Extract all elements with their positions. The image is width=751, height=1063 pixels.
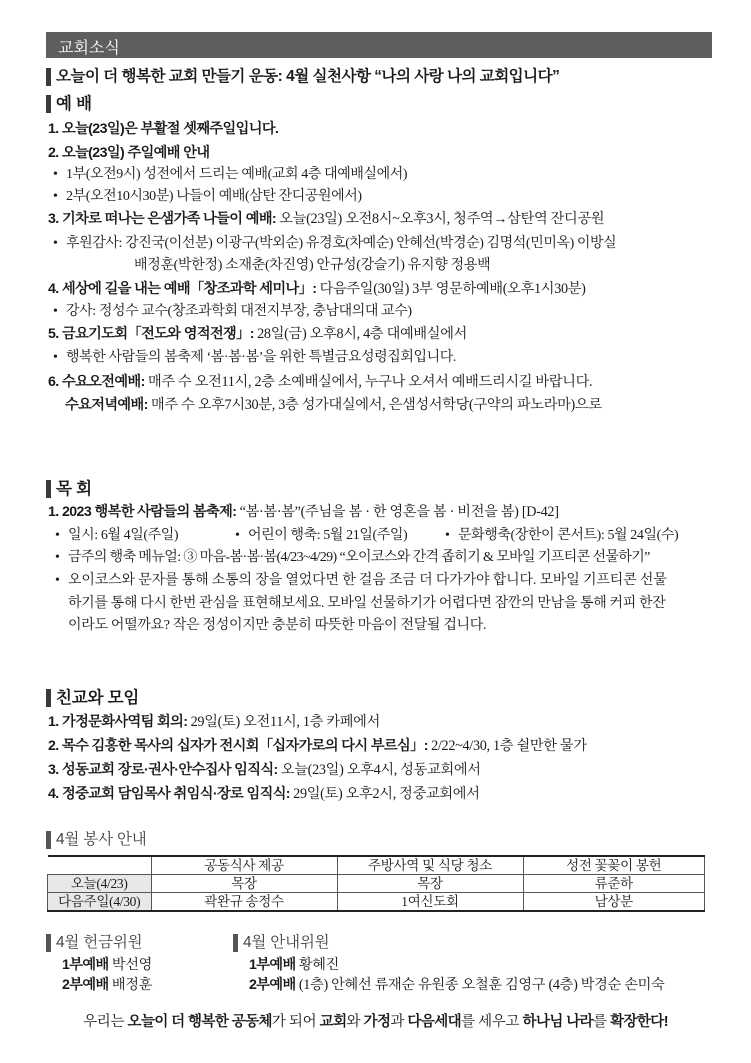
worship-item-2-bullet-2: • 2부(오전10시30분) 나들이 예배(삼탄 잔디공원에서) [66,187,362,206]
pastoral-note-line-2: 하기를 통해 다시 한번 관심을 표현해보세요. 모바일 선물하기가 어렵다면 잠깐의 만남을 통해 커피 한잔 [68,596,666,611]
motto-emphasis: 하나님 나라 [522,1014,594,1030]
table-cell: 남상분 [523,893,705,912]
table-cell: 1여신도회 [337,893,523,912]
worship-item-2-bullet-1: • 1부(오전9시) 성전에서 드리는 예배(교회 4층 대예배실에서) [66,165,407,184]
offering-row-1 [62,956,152,975]
row-label: 다음주일(4/30) [48,893,152,912]
motto-text: 와 [346,1014,364,1030]
worship-item-4-title: 4. 세상에 길을 내는 예배「창조과학 세미나」: [48,281,317,297]
fellowship-item-1 [48,713,380,732]
worship-item-3-detail: 오늘(23일) 오전8시~오후3시, 청주역→삼탄역 잔디공원 [276,211,605,227]
ushers-row-1-names: 황혜진 [295,957,340,973]
fellowship-item-3-title: 3. 성동교회 장로·권사·안수집사 임직식: [48,762,278,778]
fellowship-item-4 [48,785,480,804]
headline: 오늘이 더 행복한 교회 만들기 운동: 4월 실천사항 “나의 사랑 나의 교회입니다” [46,68,559,86]
fellowship-item-1-title: 1. 가정문화사역팀 회의: [48,714,188,730]
worship-item-6b [65,396,602,415]
service-table [47,855,705,912]
pastoral-date-children: • 어린이 행축: 5월 21일(주일) [248,526,407,545]
pastoral-weekly-manual: • 금주의 행축 메뉴얼: ③ 마음-봄·봄·봄(4/23~4/29) “오이코스와 간격 좁히기 & 모바일 기프티콘 선물하기” [68,548,650,567]
table-row [48,875,705,893]
column-header: 공동식사 제공 [151,856,337,875]
pastoral-item-1-detail: “봄·봄·봄”(주님을 봄 · 한 영혼을 봄 · 비전을 봄) [D-42] [236,504,559,520]
fellowship-item-2-title: 2. 목수 김홍한 목사의 십자가 전시회「십자가로의 다시 부르심」: [48,738,428,754]
worship-item-2-title: 2. 오늘(23일) 주일예배 안내 [48,145,210,161]
fellowship-item-3-detail: 오늘(23일) 오후4시, 성동교회에서 [277,762,481,778]
table-cell: 류준하 [523,875,705,893]
motto-emphasis: 오늘이 더 행복한 공동체 [127,1014,272,1030]
pastoral-note-line-3: 이라도 어떨까요? 작은 정성이지만 충분히 따뜻한 마음이 전달될 겁니다. [68,618,487,633]
section-header-bar [46,32,712,58]
column-header: 성전 꽃꽂이 봉헌 [523,856,705,875]
worship-item-3-sponsors-cont: 배정훈(박한정) 소재춘(차진영) 안규성(강슬기) 유지향 정용백 [134,258,491,273]
worship-item-5-note: • 행복한 사람들의 봄축제 ‘봄·봄·봄’을 위한 특별금요성령집회입니다. [66,348,456,367]
pastoral-date-main: • 일시: 6월 4일(주일) [68,526,178,545]
fellowship-heading: 친교와 모임 [46,689,139,707]
offering-row-2 [62,976,152,995]
pastoral-item-1 [48,503,559,522]
row-label: 오늘(4/23) [48,875,152,893]
offering-heading: 4월 헌금위원 [46,934,142,952]
offering-row-1-label: 1부예배 [62,957,109,973]
table-cell: 목장 [337,875,523,893]
ushers-row-2-names: (1층) 안혜선 류재순 유원종 오철훈 김영구 (4층) 박경순 손미숙 [295,977,665,993]
ushers-row-2 [249,976,664,995]
worship-heading: 예 배 [46,95,92,113]
worship-item-6-title: 6. 수요오전예배: [48,374,145,390]
footer-motto [0,1013,751,1032]
table-row [48,893,705,912]
pastoral-item-1-title: 1. 2023 행복한 사람들의 봄축제: [48,504,237,520]
column-header: 주방사역 및 식당 청소 [337,856,523,875]
worship-item-6 [48,373,592,392]
motto-emphasis: 가정 [363,1014,391,1030]
table-cell: 목장 [151,875,337,893]
worship-item-4 [48,280,586,299]
ushers-row-1 [249,956,339,975]
table-corner [48,856,152,875]
fellowship-item-3 [48,761,481,780]
motto-emphasis: 확장한다! [610,1014,668,1030]
motto-text: 우리는 [83,1014,128,1030]
motto-emphasis: 다음세대 [407,1014,462,1030]
worship-item-4-detail: 다음주일(30일) 3부 영문하예배(오후1시30분) [316,281,586,297]
fellowship-item-2 [48,737,587,756]
offering-row-2-label: 2부예배 [62,977,109,993]
worship-item-4-speaker: • 강사: 정성수 교수(창조과학회 대전지부장, 충남대의대 교수) [66,302,412,321]
pastoral-heading: 목 회 [46,480,92,498]
motto-text: 과 [390,1014,408,1030]
offering-row-1-names: 박선영 [108,957,153,973]
worship-item-1: 1. 오늘(23일)은 부활절 셋째주일입니다. [48,121,279,137]
ushers-heading: 4월 안내위원 [233,934,329,952]
worship-item-3-title: 3. 기차로 떠나는 은샘가족 나들이 예배: [48,211,277,227]
motto-text: 가 되어 [271,1014,320,1030]
fellowship-item-4-title: 4. 정중교회 담임목사 취임식·장로 임직식: [48,786,290,802]
worship-item-3 [48,210,604,229]
ushers-row-1-label: 1부예배 [249,957,296,973]
motto-text: 를 [593,1014,611,1030]
worship-item-6b-title: 수요저녁예배: [65,397,148,413]
worship-item-6b-detail: 매주 수 오후7시30분, 3층 성가대실에서, 은샘성서학당(구약의 파노라마)으로 [147,397,602,413]
table-header-row [48,856,705,875]
worship-item-5-detail: 28일(금) 오후8시, 4층 대예배실에서 [253,326,468,342]
worship-item-3-sponsors: • 후원감사: 강진국(이선분) 이광구(박외순) 유경호(차예순) 안혜선(박경순) 김명석(민미옥) 이방실 [66,234,616,253]
service-table-heading: 4월 봉사 안내 [46,831,147,849]
fellowship-item-1-detail: 29일(토) 오전11시, 1층 카페에서 [187,714,380,730]
pastoral-date-culture: • 문화행축(장한이 콘서트): 5월 24일(수) [458,526,678,545]
offering-row-2-names: 배정훈 [108,977,153,993]
motto-emphasis: 교회 [319,1014,347,1030]
ushers-row-2-label: 2부예배 [249,977,296,993]
fellowship-item-2-detail: 2/22~4/30, 1층 쉴만한 물가 [427,738,587,754]
fellowship-item-4-detail: 29일(토) 오후2시, 정중교회에서 [289,786,480,802]
header-title: 교회소식 [58,40,120,57]
motto-text: 를 세우고 [461,1014,523,1030]
worship-item-5-title: 5. 금요기도회「전도와 영적전쟁」: [48,326,254,342]
worship-item-5 [48,325,467,344]
pastoral-note-line-1: • 오이코스와 문자를 통해 소통의 장을 열었다면 한 걸음 조금 더 다가가야 합니다. 모바일 기프티콘 선물 [68,571,667,590]
worship-item-6-detail: 매주 수 오전11시, 2층 소예배실에서, 누구나 오셔서 예배드리시길 바랍니다. [144,374,593,390]
table-cell: 곽완규 송정수 [151,893,337,912]
